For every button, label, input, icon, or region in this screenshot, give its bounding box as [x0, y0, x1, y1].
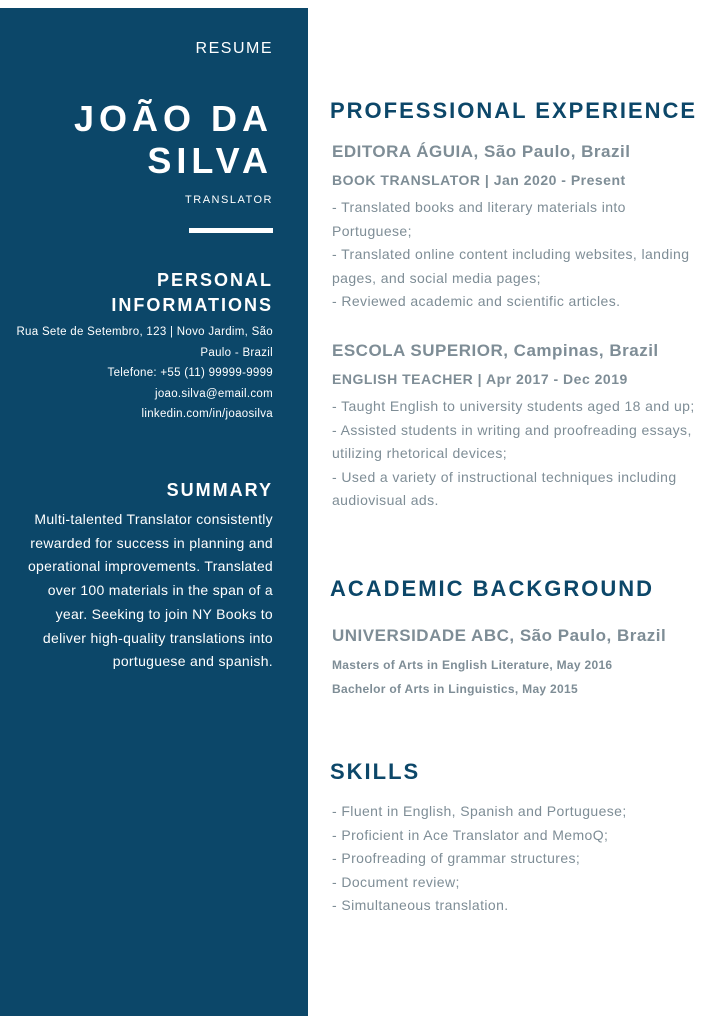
job-entry [332, 142, 702, 314]
personal-info-heading: PERSONAL INFORMATIONS [111, 270, 273, 315]
job-org: EDITORA ÁGUIA, São Paulo, Brazil [332, 142, 631, 161]
skill-item: - Proofreading of grammar structures; [332, 850, 581, 866]
phone: Telefone: +55 (11) 99999-9999 [107, 367, 273, 379]
bullet: - Reviewed academic and scientific articles. [332, 293, 621, 309]
degree: Masters of Arts in English Literature, May 2016 [332, 658, 613, 672]
resume-label: RESUME [195, 40, 273, 57]
bullet: - Translated online content including websites, landing pages, and social media pages; [332, 246, 690, 286]
education-entry [332, 626, 702, 701]
job-role: ENGLISH TEACHER | Apr 2017 - Dec 2019 [332, 371, 628, 387]
address-line-2: Paulo - Brazil [200, 346, 273, 359]
skill-item: - Document review; [332, 873, 460, 890]
job-entry [332, 341, 702, 513]
skill-item: - Proficient in Ace Translator and MemoQ; [332, 826, 609, 843]
email: joao.silva@email.com [154, 387, 273, 400]
divider [189, 228, 273, 233]
skill-item: - Simultaneous translation. [332, 897, 509, 913]
bullet: - Assisted students in writing and proofreading essays, utilizing rhetorical devices; [332, 421, 692, 461]
sidebar [0, 8, 308, 1016]
linkedin: linkedin.com/in/joaosilva [141, 408, 273, 420]
candidate-name: JOÃO DA SILVA [73, 98, 273, 181]
job-bullets [332, 196, 702, 314]
skills-heading: SKILLS [330, 759, 421, 784]
summary-heading: SUMMARY [166, 480, 273, 500]
academic-heading: ACADEMIC BACKGROUND [330, 576, 654, 601]
contact-info [3, 322, 273, 425]
address-line-1: Rua Sete de Setembro, 123 | Novo Jardim, São [16, 326, 273, 338]
degree-list [332, 653, 702, 701]
job-title: TRANSLATOR [185, 194, 273, 206]
skills-list [332, 800, 702, 918]
job-role: BOOK TRANSLATOR | Jan 2020 - Present [332, 172, 626, 188]
degree: Bachelor of Arts in Linguistics, May 2015 [332, 682, 578, 696]
bullet: - Taught English to university students aged 18 and up; [332, 398, 695, 414]
bullet: - Used a variety of instructional techniques including audiovisual ads. [332, 468, 677, 508]
job-bullets [332, 395, 702, 513]
skill-item: - Fluent in English, Spanish and Portuguese; [332, 803, 627, 819]
education-org: UNIVERSIDADE ABC, São Paulo, Brazil [332, 626, 667, 645]
experience-heading: PROFESSIONAL EXPERIENCE [330, 98, 698, 123]
bullet: - Translated books and literary materials into Portuguese; [332, 199, 626, 239]
job-org: ESCOLA SUPERIOR, Campinas, Brazil [332, 341, 659, 360]
summary-text: Multi-talented Translator consistently rewarded for success in planning and operational improvements. Translated over 100 materials in the span of a year. Seeking to join NY Books to deliver high-quality translations into portuguese and spanish. [27, 511, 273, 670]
